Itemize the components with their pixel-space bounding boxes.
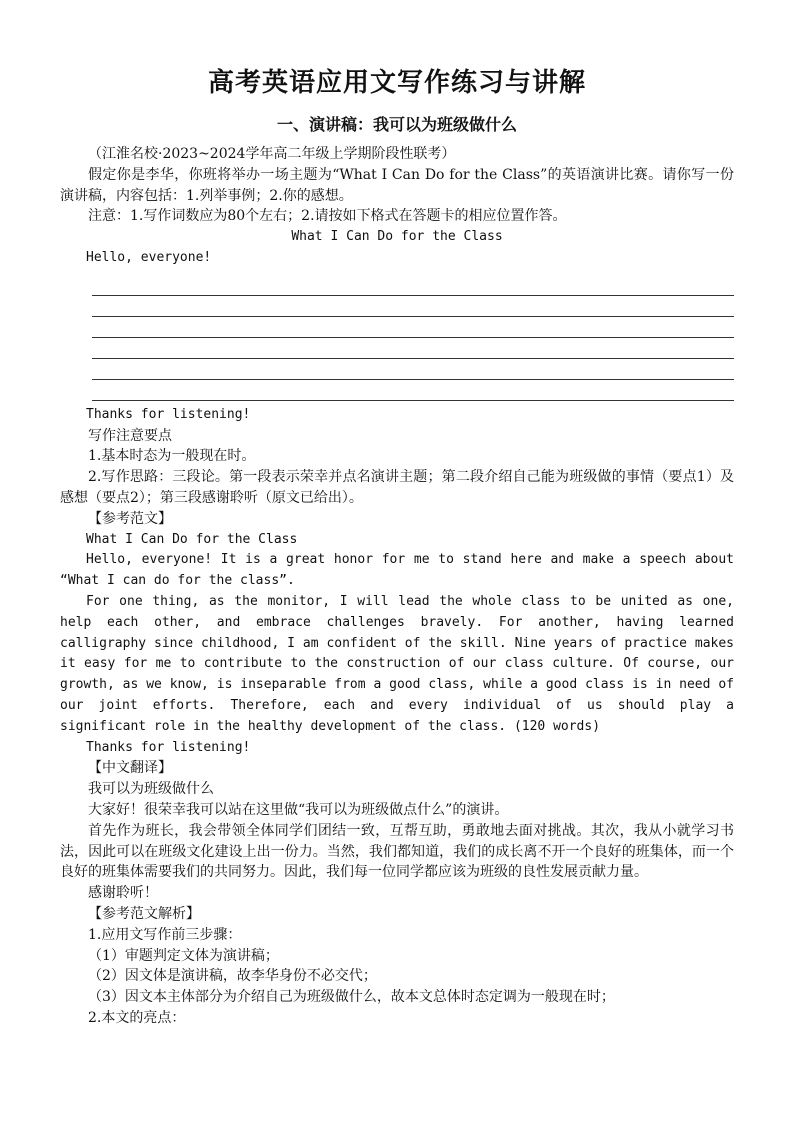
answer-line (92, 317, 734, 338)
answer-line (92, 338, 734, 359)
model-paragraph: Hello, everyone! It is a great honor for me to stand here and make a speech about “What I can do for the class”. (60, 552, 734, 589)
section-subtitle: 一、演讲稿：我可以为班级做什么 (276, 115, 517, 134)
analysis-item: 2.本文的亮点： (88, 1009, 186, 1026)
translation-closing: 感谢聆听！ (88, 885, 158, 902)
translation-heading: 【中文翻译】 (88, 760, 172, 777)
analysis-item: （3）因文本主体部分为介绍自己为班级做什么，故本文总体时态定调为一般现在时； (88, 989, 615, 1006)
notes-heading: 写作注意要点 (88, 427, 172, 444)
analysis-item: （1）审题判定文体为演讲稿； (88, 947, 279, 964)
prompt-paragraph: 假定你是李华，你班将举办一场主题为“What I Can Do for the Class”的英语演讲比赛。请你写一份演讲稿，内容包括：1.列举事例；2.你的感想。 (60, 166, 734, 204)
answer-line (92, 275, 734, 296)
translation-paragraph: 大家好！很荣幸我可以站在这里做“我可以为班级做点什么”的演讲。 (88, 801, 509, 818)
model-paragraph: For one thing, as the monitor, I will lead the whole class to be united as one, help each other, and embrace challenges bravely. For another, having learned calligraphy since childhood, I am confident of the skill. Nine years of practice makes it easy for me to contribute to the construction of our class culture. Of course, our growth, as we know, is inseparable from a good class, while a good class is in need of our joint efforts. Therefore, each and every individual of us should play a significant role in the healthy development of the class. (120 words) (60, 593, 734, 734)
page-title: 高考英语应用文写作练习与讲解 (207, 68, 586, 98)
speech-closing: Thanks for listening! (86, 406, 251, 422)
note-item: 1.基本时态为一般现在时。 (88, 448, 256, 465)
answer-line (92, 296, 734, 317)
document-body (60, 144, 734, 1029)
answer-line (92, 359, 734, 380)
note-item: 2.写作思路：三段论。第一段表示荣幸并点名演讲主题；第二段介绍自己能为班级做的事情（要点1）及感想（要点2）；第三段感谢聆听（原文已给出）。 (60, 469, 734, 506)
model-heading: 【参考范文】 (88, 510, 172, 527)
translation-paragraph: 首先作为班长，我会带领全体同学们团结一致，互帮互助，勇敢地去面对挑战。其次，我从小就学习书法，因此可以在班级文化建设上出一份力。当然，我们都知道，我们的成长离不开一个良好的班集体，而一个良好的班集体需要我们的共同努力。因此，我们每一位同学都应该为班级的良性发展贡献力量。 (60, 822, 734, 881)
prompt-notice: 注意：1.写作词数应为80个左右；2.请按如下格式在答题卡的相应位置作答。 (88, 208, 567, 225)
analysis-item: 1.应用文写作前三步骤： (88, 926, 242, 943)
model-title: What I Can Do for the Class (86, 531, 298, 547)
source-line: （江淮名校·2023~2024学年高二年级上学期阶段性联考） (88, 146, 456, 162)
speech-greeting: Hello, everyone! (86, 249, 212, 265)
model-closing: Thanks for listening! (86, 739, 251, 755)
analysis-item: （2）因文体是演讲稿，故李华身份不必交代； (88, 968, 377, 985)
answer-lines (92, 275, 734, 401)
answer-line (92, 380, 734, 401)
speech-title: What I Can Do for the Class (291, 229, 503, 245)
translation-title: 我可以为班级做什么 (88, 781, 214, 798)
analysis-heading: 【参考范文解析】 (88, 905, 200, 922)
